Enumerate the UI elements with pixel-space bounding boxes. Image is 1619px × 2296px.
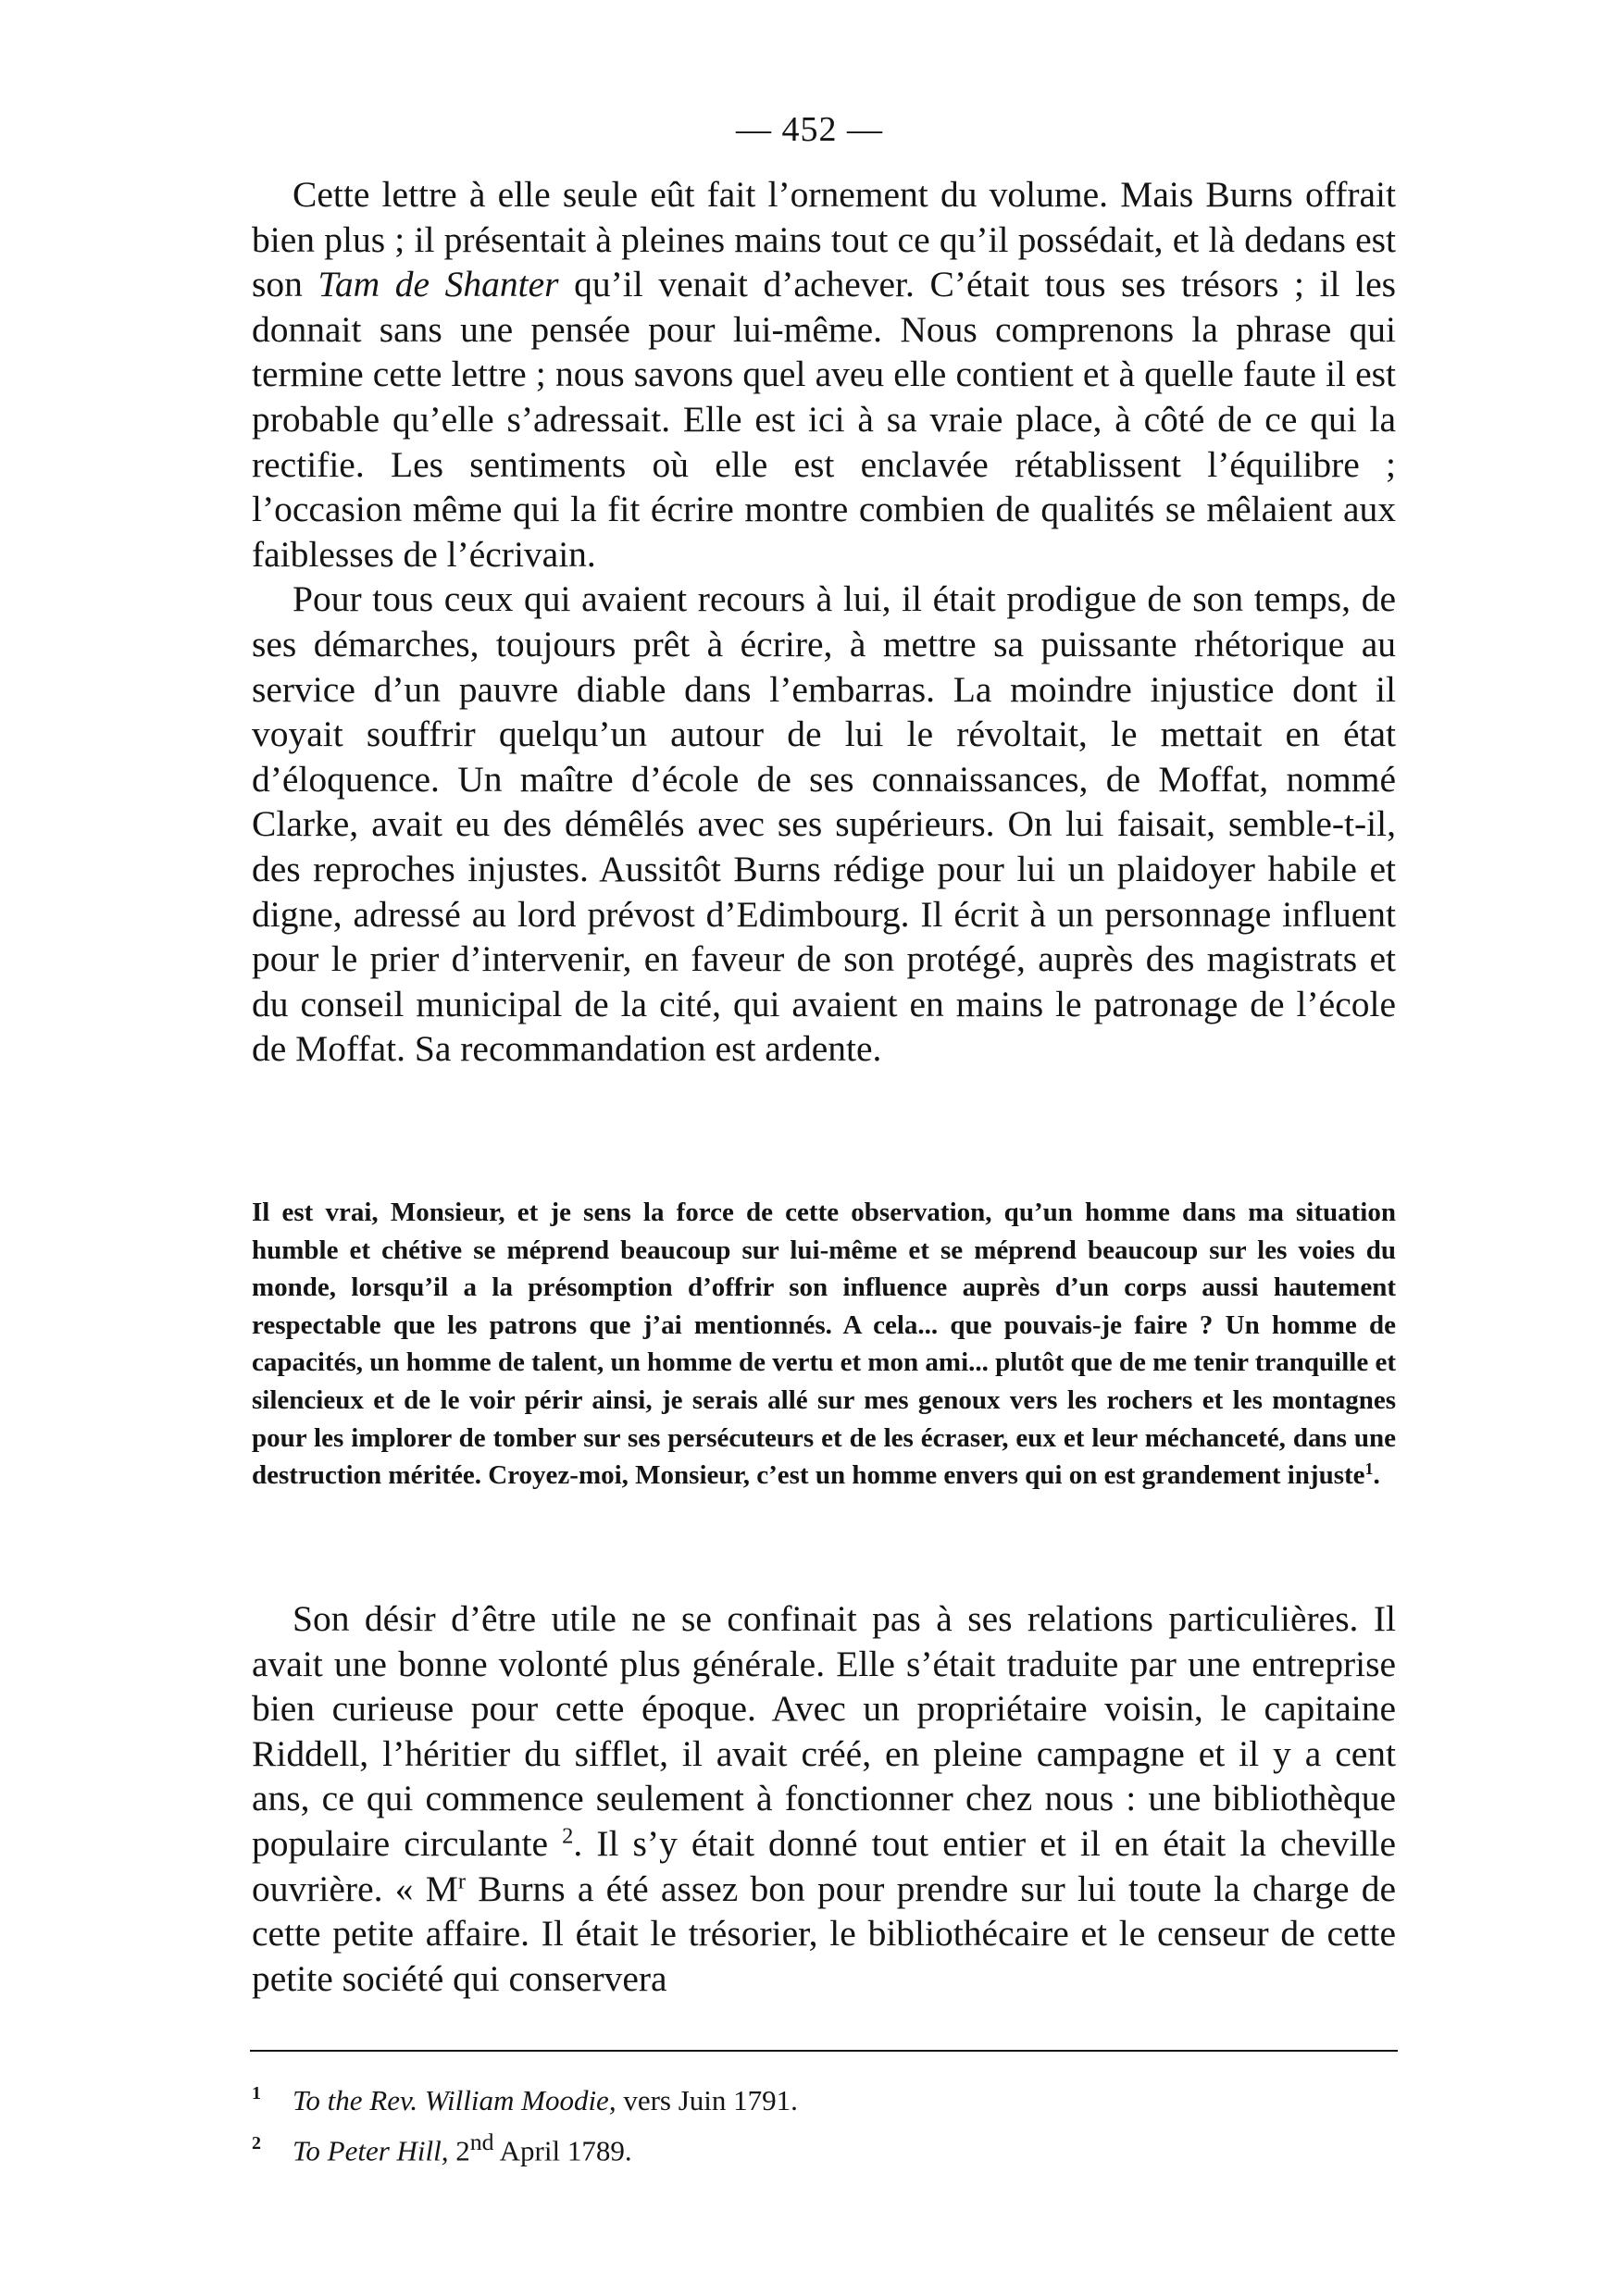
block-quote-text: Il est vrai, Monsieur, et je sens la force de cette observation, qu’un homme dans ma situation humble et chétive se méprend beaucoup sur lui-même et se méprend beaucoup sur les voies du monde, lorsqu’il a la présomption d’offrir son influence auprès d’un corps aussi hautement respectable que les patrons que j’ai mentionnés. A cela... que pouvais-je faire ? Un homme de capacités, un homme de talent, un homme de vertu et mon ami... plutôt que de me tenir tranquille et silencieux et de le voir périr ainsi, je serais allé sur mes genoux vers les rochers et les montagnes pour les implorer de tomber sur ses persécuteurs et de les écraser, eux et leur méchanceté, dans une destruction méritée. Croyez-moi, Monsieur, c’est un homme envers qui on est grandement injuste — [252, 1198, 1396, 1491]
footnote-1-work: To the Rev. William Moodie, — [293, 2084, 616, 2116]
footnote-1-detail: vers Juin 1791. — [616, 2084, 798, 2116]
footnote-2-superscript: nd — [469, 2128, 494, 2155]
paragraph-3 — [252, 1596, 1396, 2001]
block-quote — [252, 1194, 1396, 1495]
footnote-ref-1[interactable]: 1 — [1364, 1459, 1374, 1479]
paragraph-3-part-1: Son désir d’être utile ne se confinait pas à ses relations particulières. Il avait une bonne volonté plus générale. Elle s’était traduite par une entreprise bien curieuse pour cette époque. Avec un propriétaire voisin, le capitaine Riddell, l’héritier du sifflet, il avait créé, en pleine campagne et il y a cent ans, ce qui commence seulement à fonctionner chez nous : une bibliothèque populaire circulante — [252, 1598, 1396, 1864]
paragraph-1 — [252, 172, 1396, 577]
footnote-1 — [252, 2073, 1396, 2121]
footnote-2 — [252, 2121, 1396, 2171]
footnote-2-detail-end: April 1789. — [493, 2134, 632, 2167]
footnote-1-number: 1 — [252, 2083, 261, 2104]
paragraph-3-part-3: Burns a été assez bon pour prendre sur lui toute la charge de cette petite affaire. Il était le trésorier, le bibliothécaire et le censeur de cette petite société qui conservera — [252, 1868, 1397, 1999]
paragraph-3-part-2: . Il s’y était donné tout entier et il en était la cheville ouvrière. « M — [252, 1822, 1397, 1909]
paragraph-1-text-end: qu’il venait d’achever. C’était tous ses trésors ; il les donnait sans une pensée pour lui-même. Nous comprenons la phrase qui termine cette lettre ; nous savons quel aveu elle contient et à quelle faute il est probable qu’elle s’adressait. Elle est ici à sa vraie place, à côté de ce qui la rectifie. Les sentiments où elle est enclavée rétablissent l’équilibre ; l’occasion même qui la fit écrire montre combien de qualités se mêlaient aux faiblesses de l’écrivain. — [252, 264, 1396, 575]
block-quote-end: . — [1373, 1460, 1380, 1491]
closing-text — [252, 1596, 1396, 2001]
footnote-ref-2[interactable]: 2 — [562, 1823, 574, 1849]
footnote-2-number: 2 — [252, 2133, 261, 2154]
work-title-tam-de-shanter: Tam de Shanter — [318, 264, 559, 305]
page-number: — 452 — — [736, 110, 883, 149]
paragraph-2: Pour tous ceux qui avaient recours à lui, il était prodigue de son temps, de ses démarches, toujours prêt à écrire, à mettre sa puissante rhétorique au service d’un pauvre diable dans l’embarras. La moindre injustice dont il voyait souffrir quelqu’un autour de lui le révoltait, le mettait en état d’éloquence. Un maître d’école de ses connaissances, de Moffat, nommé Clarke, avait eu des démêlés avec ses supérieurs. On lui faisait, semble-t-il, des reproches injustes. Aussitôt Burns rédige pour lui un plaidoyer habile et digne, adressé au lord prévost d’Edimbourg. Il écrit à un personnage influent pour le prier d’intervenir, en faveur de son protégé, auprès des magistrats et du conseil municipal de la cité, qui avaient en mains le patronage de l’école de Moffat. Sa recommandation est ardente. — [252, 578, 1396, 1070]
footnotes — [252, 2073, 1396, 2171]
paragraph-1-text-start: Cette lettre à elle seule eût fait l’ornement du volume. Mais Burns offrait bien plus ; il présentait à pleines mains tout ce qu’il possédait, et là dedans est son — [252, 174, 1396, 305]
footnote-2-detail-start: 2 — [448, 2134, 470, 2167]
main-text — [252, 172, 1396, 1072]
superscript-r: r — [457, 1868, 466, 1894]
footnote-2-work: To Peter Hill, — [293, 2134, 449, 2167]
footnote-divider — [250, 2050, 1398, 2052]
